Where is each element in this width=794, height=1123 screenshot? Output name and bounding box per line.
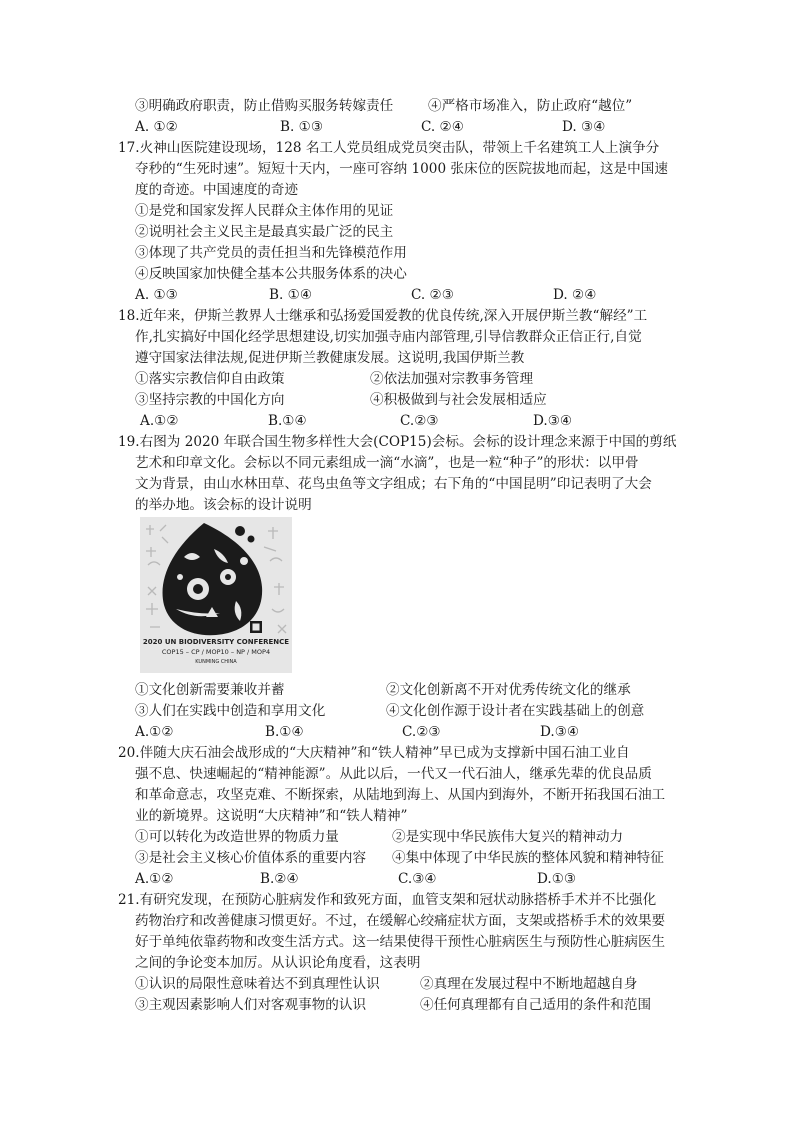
q21-stem-line-3: 好于单纯依靠药物和改变生活方式。这一结果使得干预性心脏病医生与预防性心脏病医生 — [135, 934, 666, 950]
q17-answer-b: B. ①④ — [269, 287, 313, 303]
q20-answer-d: D.①③ — [537, 871, 577, 887]
q18-stem-line-3: 遵守国家法律法规,促进伊斯兰教健康发展。这说明,我国伊斯兰教 — [135, 350, 525, 366]
q17-option-3: ③体现了共产党员的责任担当和先锋模范作用 — [135, 245, 407, 261]
q20-stem-line-2: 强不息、快速崛起的“精神能源”。从此以后，一代又一代石油人，继承先辈的优良品质 — [135, 766, 652, 782]
q16-answer-c: C. ②④ — [421, 119, 464, 135]
q19-option-2: ②文化创新离不开对优秀传统文化的继承 — [386, 682, 631, 698]
q17-answer-c: C. ②③ — [411, 287, 454, 303]
q19-answer-d: D.③④ — [540, 724, 580, 740]
q19-answer-c: C.②③ — [402, 724, 441, 740]
q19-stem-line-1: 19.右图为 2020 年联合国生物多样性大会(COP15)会标。会标的设计理念来源于中国的剪纸 — [118, 434, 677, 450]
q17-option-2: ②说明社会主义民主是最真实最广泛的民主 — [135, 224, 394, 240]
q19-option-1: ①文化创新需要兼收并蓄 — [135, 682, 285, 698]
q16-option-3: ③明确政府职责，防止借购买服务转嫁责任 — [135, 98, 394, 114]
q19-answer-b: B.①④ — [265, 724, 304, 740]
q18-option-4: ④积极做到与社会发展相适应 — [370, 392, 547, 408]
q17-stem-line-1: 17.火神山医院建设现场，128 名工人党员组成党员突击队，带领上千名建筑工人上演争分 — [118, 140, 660, 156]
q18-stem-line-2: 作,扎实搞好中国化经学思想建设,切实加强寺庙内部管理,引导信教群众正信正行,自觉 — [135, 329, 642, 345]
q20-option-1: ①可以转化为改造世界的物质力量 — [135, 829, 339, 845]
q18-option-1: ①落实宗教信仰自由政策 — [135, 371, 285, 387]
q19-stem-line-2: 艺术和印章文化。会标以不同元素组成一滴“水滴”，也是一粒“种子”的形状：以甲骨 — [135, 455, 639, 471]
q20-option-4: ④集中体现了中华民族的整体风貌和精神特征 — [392, 850, 664, 866]
logo-protocols: COP15 – CP / MOP10 – NP / MOP4 — [161, 648, 271, 656]
q19-answer-a: A.①② — [135, 724, 174, 740]
q17-option-1: ①是党和国家发挥人民群众主体作用的见证 — [135, 203, 394, 219]
q18-answer-a: A.①② — [140, 413, 179, 429]
q20-option-3: ③是社会主义核心价值体系的重要内容 — [135, 850, 367, 866]
cop15-logo-figure — [140, 517, 292, 673]
q16-answer-b: B. ①③ — [280, 119, 324, 135]
q21-stem-line-2: 药物治疗和改善健康习惯更好。不过，在缓解心绞痛症状方面，支架或搭桥手术的效果要 — [135, 913, 666, 929]
q17-option-4: ④反映国家加快健全基本公共服务体系的决心 — [135, 266, 407, 282]
q20-stem-line-1: 20.伴随大庆石油会战形成的“大庆精神”和“铁人精神”早已成为支撑新中国石油工业自 — [118, 745, 630, 761]
q19-stem-line-3: 文为背景，由山水林田草、花鸟虫鱼等文字组成；右下角的“中国昆明”印记表明了大会 — [135, 476, 652, 492]
q16-answer-a: A. ①② — [135, 119, 178, 135]
logo-conference-name: 2020 UN BIODIVERSITY CONFERENCE — [142, 638, 290, 646]
q20-answer-a: A.①② — [135, 871, 174, 887]
q21-option-1: ①认识的局限性意味着达不到真理性认识 — [135, 976, 380, 992]
q21-option-4: ④任何真理都有自己适用的条件和范围 — [420, 997, 652, 1013]
q17-answer-a: A. ①③ — [135, 287, 178, 303]
q18-answer-c: C.②③ — [400, 413, 439, 429]
q18-stem-line-1: 18.近年来，伊斯兰教界人士继承和弘扬爱国爱教的优良传统,深入开展伊斯兰教“解经”工 — [118, 308, 648, 324]
logo-location: KUNMING CHINA — [195, 659, 237, 665]
q21-option-3: ③主观因素影响人们对客观事物的认识 — [135, 997, 367, 1013]
q21-stem-line-1: 21.有研究发现，在预防心脏病发作和致死方面，血管支架和冠状动脉搭桥手术并不比强化 — [118, 892, 657, 908]
q20-stem-line-3: 和革命意志，攻坚克难、不断探索，从陆地到海上、从国内到海外，不断开拓我国石油工 — [135, 787, 666, 803]
q17-stem-line-3: 度的奇迹。中国速度的奇迹 — [135, 182, 299, 198]
q20-answer-c: C.③④ — [398, 871, 437, 887]
q19-option-3: ③人们在实践中创造和享用文化 — [135, 703, 326, 719]
q18-answer-d: D.③④ — [533, 413, 573, 429]
q18-option-2: ②依法加强对宗教事务管理 — [370, 371, 534, 387]
q19-option-4: ④文化创作源于设计者在实践基础上的创意 — [386, 703, 645, 719]
q17-answer-d: D. ②④ — [553, 287, 597, 303]
q20-answer-b: B.②④ — [260, 871, 299, 887]
q16-option-4: ④严格市场准入，防止政府“越位” — [428, 98, 633, 114]
q19-stem-line-4: 的举办地。该会标的设计说明 — [135, 497, 312, 513]
q21-option-2: ②真理在发展过程中不断地超越自身 — [420, 976, 638, 992]
q16-answer-d: D. ③④ — [562, 119, 606, 135]
q20-stem-line-4: 业的新境界。这说明“大庆精神”和“铁人精神” — [135, 808, 408, 824]
q17-stem-line-2: 夺秒的“生死时速”。短短十天内，一座可容纳 1000 张床位的医院拔地而起，这是中国速 — [135, 161, 668, 177]
q20-option-2: ②是实现中华民族伟大复兴的精神动力 — [392, 829, 624, 845]
q21-stem-line-4: 之间的争论变本加厉。从认识论角度看，这表明 — [135, 955, 421, 971]
q18-answer-b: B.①④ — [268, 413, 307, 429]
q18-option-3: ③坚持宗教的中国化方向 — [135, 392, 285, 408]
